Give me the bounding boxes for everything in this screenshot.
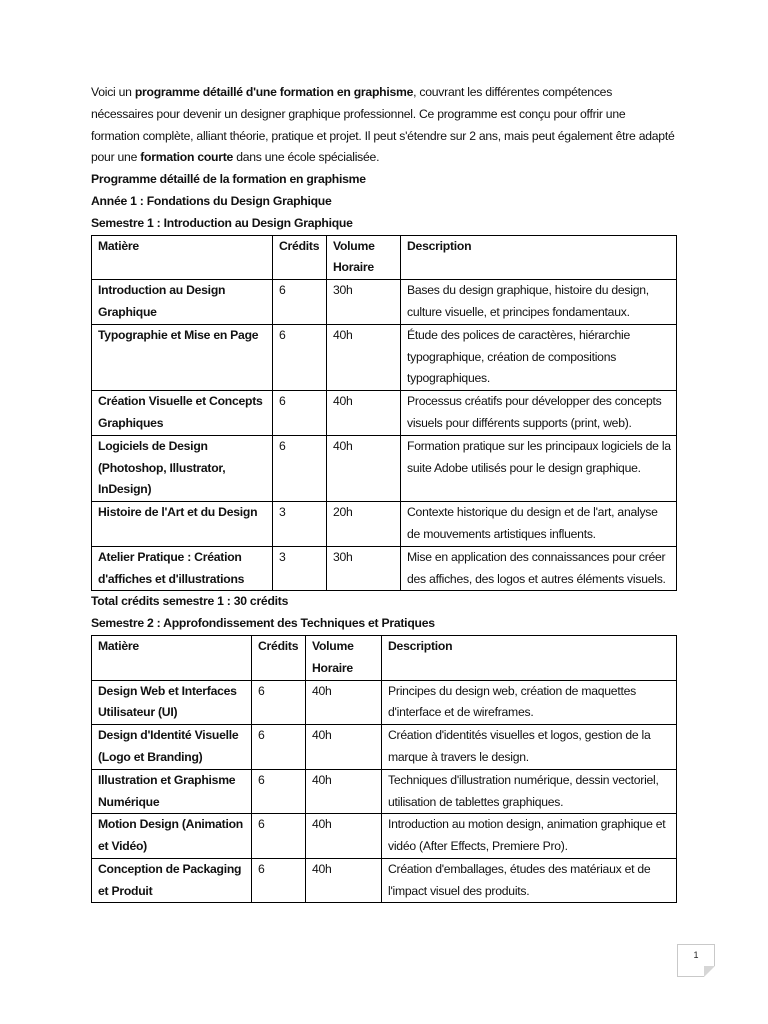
intro-text-1: Voici un — [91, 85, 135, 99]
program-heading: Programme détaillé de la formation en graphisme — [91, 172, 366, 187]
semester2-table — [91, 635, 677, 904]
cell-volume: 40h — [306, 858, 382, 903]
cell-credits: 6 — [252, 680, 306, 725]
cell-description: Techniques d'illustration numérique, dessin vectoriel, utilisation de tablettes graphiques. — [382, 769, 677, 814]
cell-volume: 40h — [327, 391, 401, 436]
cell-subject: Atelier Pratique : Création d'affiches et d'illustrations — [92, 546, 273, 591]
cell-credits: 6 — [252, 814, 306, 859]
cell-description: Mise en application des connaissances pour créer des affiches, des logos et autres éléments visuels. — [401, 546, 677, 591]
cell-volume: 40h — [306, 680, 382, 725]
semester2-heading: Semestre 2 : Approfondissement des Techniques et Pratiques — [91, 616, 435, 631]
cell-volume: 40h — [327, 435, 401, 501]
semester1-total: Total crédits semestre 1 : 30 crédits — [91, 594, 289, 609]
table-row — [92, 324, 677, 390]
cell-subject: Introduction au Design Graphique — [92, 280, 273, 325]
cell-volume: 30h — [327, 546, 401, 591]
table-row — [92, 546, 677, 591]
intro-bold-1: programme détaillé d'une formation en graphisme — [134, 85, 414, 99]
cell-description: Contexte historique du design et de l'art, analyse de mouvements artistiques influents. — [401, 502, 677, 547]
cell-description: Principes du design web, création de maquettes d'interface et de wireframes. — [382, 680, 677, 725]
intro-text-3: dans une école spécialisée. — [233, 150, 380, 165]
cell-credits: 3 — [273, 502, 327, 547]
page-number — [677, 944, 715, 977]
cell-subject: Création Visuelle et Concepts Graphiques — [92, 391, 273, 436]
cell-volume: 40h — [327, 324, 401, 390]
cell-description: Processus créatifs pour développer des concepts visuels pour différents supports (print, web). — [401, 391, 677, 436]
document-body — [91, 82, 676, 903]
intro-bold-2: formation courte — [140, 150, 234, 165]
cell-credits: 6 — [273, 391, 327, 436]
cell-credits: 6 — [252, 725, 306, 770]
cell-volume: 40h — [306, 814, 382, 859]
cell-credits: 6 — [273, 324, 327, 390]
cell-volume: 40h — [306, 769, 382, 814]
table-row — [92, 680, 677, 725]
table-row — [92, 858, 677, 903]
cell-subject: Logiciels de Design (Photoshop, Illustrator, InDesign) — [92, 435, 273, 501]
table-row — [92, 435, 677, 501]
cell-description: Création d'emballages, études des matériaux et de l'impact visuel des produits. — [382, 858, 677, 903]
table-row — [92, 814, 677, 859]
cell-subject: Motion Design (Animation et Vidéo) — [92, 814, 252, 859]
cell-description: Création d'identités visuelles et logos, gestion de la marque à travers le design. — [382, 725, 677, 770]
year1-heading: Année 1 : Fondations du Design Graphique — [91, 193, 332, 208]
intro-text-2: , couvrant les différentes compétences nécessaires pour devenir un designer graphique professionnel. Ce programme est conçu pour offrir une formation complète, alliant théorie, pratique et projet. Il peut s'étendre sur 2 ans, mais peut également être adapté pour une — [91, 85, 675, 165]
cell-description: Bases du design graphique, histoire du design, culture visuelle, et principes fondamentaux. — [401, 280, 677, 325]
header-description: Description — [382, 635, 677, 680]
header-volume: Volume Horaire — [327, 235, 401, 280]
cell-subject: Conception de Packaging et Produit — [92, 858, 252, 903]
cell-credits: 6 — [252, 769, 306, 814]
cell-subject: Design d'Identité Visuelle (Logo et Branding) — [92, 725, 252, 770]
cell-volume: 30h — [327, 280, 401, 325]
semester1-table — [91, 235, 677, 592]
cell-credits: 6 — [273, 280, 327, 325]
cell-volume: 20h — [327, 502, 401, 547]
intro-paragraph — [91, 82, 676, 169]
semester1-heading: Semestre 1 : Introduction au Design Graphique — [91, 215, 353, 230]
table-row — [92, 502, 677, 547]
page-number-label: 1 — [693, 950, 699, 960]
header-subject: Matière — [92, 235, 273, 280]
cell-description: Introduction au motion design, animation graphique et vidéo (After Effects, Premiere Pro). — [382, 814, 677, 859]
cell-credits: 6 — [273, 435, 327, 501]
cell-description: Étude des polices de caractères, hiérarchie typographique, création de compositions typographiques. — [401, 324, 677, 390]
table-header-row — [92, 635, 677, 680]
table-row — [92, 769, 677, 814]
cell-credits: 6 — [252, 858, 306, 903]
cell-description: Formation pratique sur les principaux logiciels de la suite Adobe utilisés pour le design graphique. — [401, 435, 677, 501]
header-subject: Matière — [92, 635, 252, 680]
header-credits: Crédits — [252, 635, 306, 680]
cell-volume: 40h — [306, 725, 382, 770]
table-row — [92, 391, 677, 436]
cell-subject: Design Web et Interfaces Utilisateur (UI) — [92, 680, 252, 725]
header-credits: Crédits — [273, 235, 327, 280]
page-fold-corner — [704, 966, 715, 977]
header-volume: Volume Horaire — [306, 635, 382, 680]
table-row — [92, 280, 677, 325]
table-row — [92, 725, 677, 770]
cell-subject: Illustration et Graphisme Numérique — [92, 769, 252, 814]
cell-subject: Histoire de l'Art et du Design — [92, 502, 273, 547]
cell-subject: Typographie et Mise en Page — [92, 324, 273, 390]
header-description: Description — [401, 235, 677, 280]
table-header-row — [92, 235, 677, 280]
cell-credits: 3 — [273, 546, 327, 591]
